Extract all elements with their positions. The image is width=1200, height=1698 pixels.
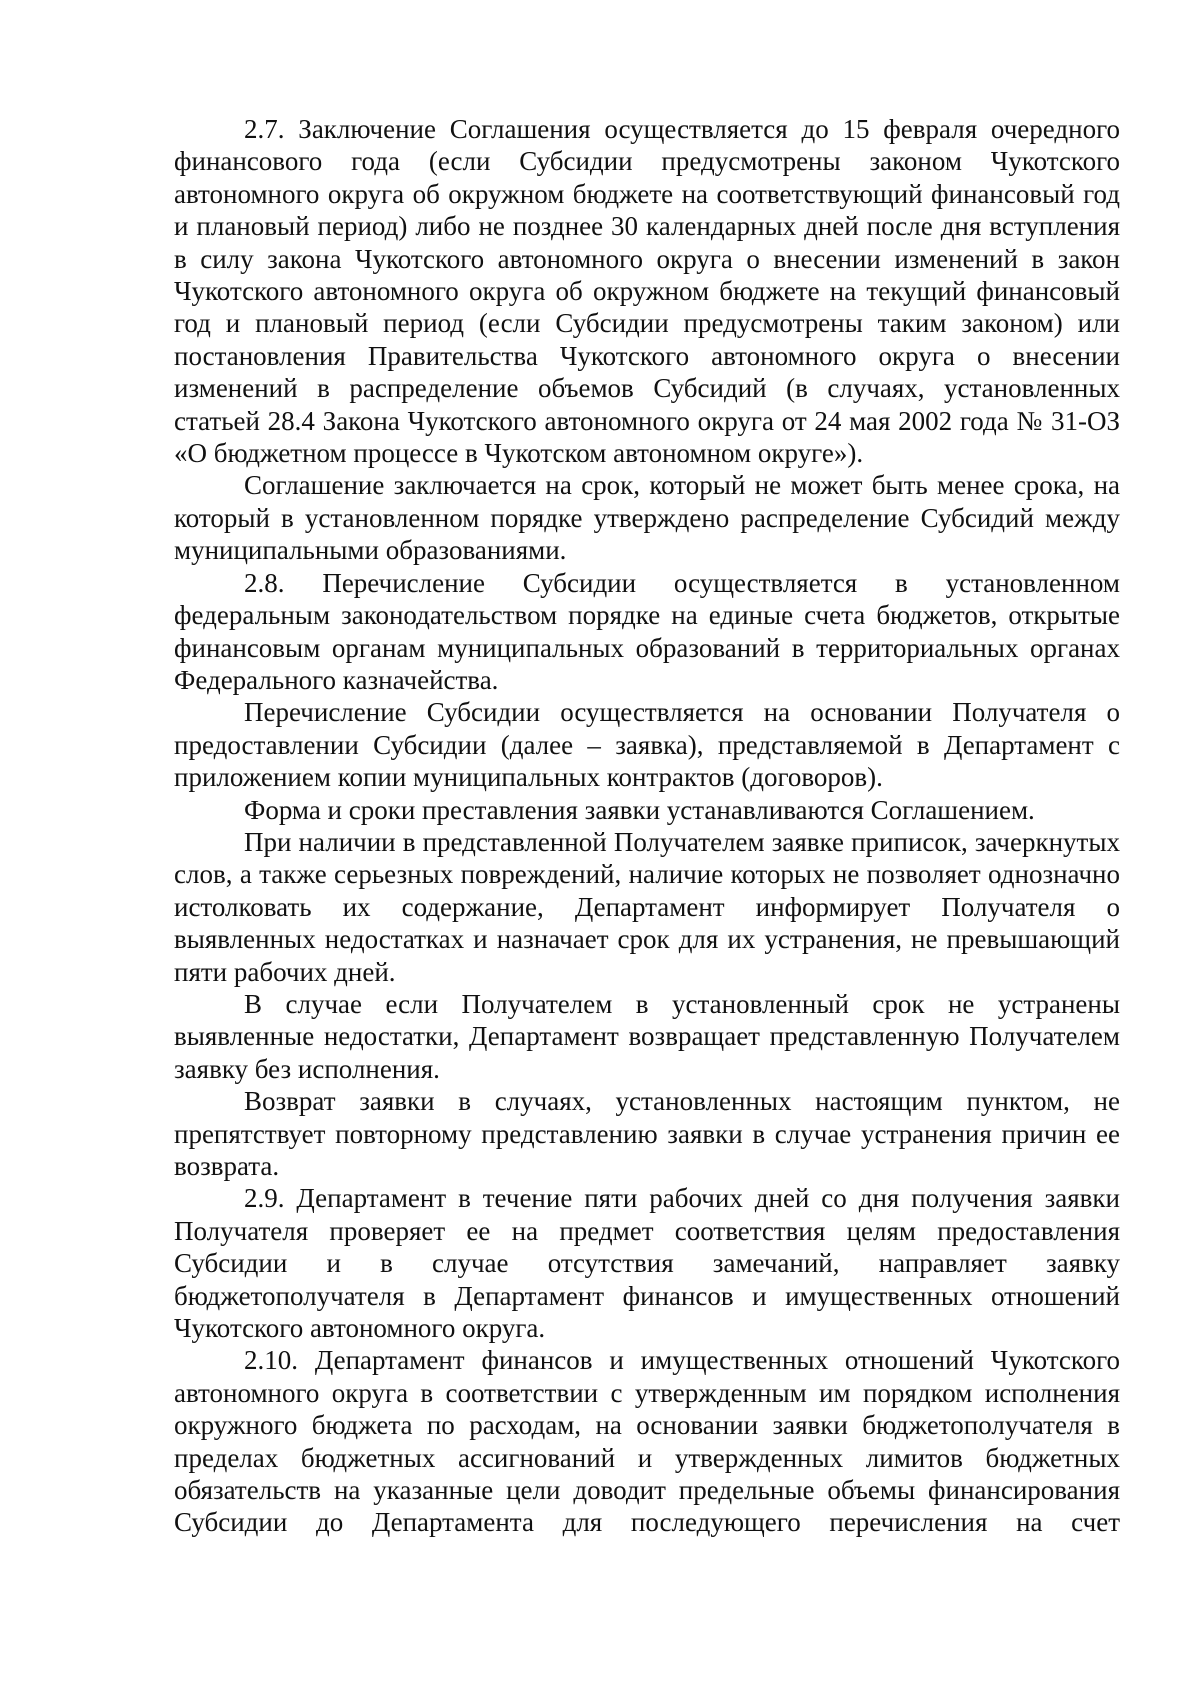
document-page (174, 113, 1120, 1539)
paragraph-2-7: 2.7. Заключение Соглашения осуществляется до 15 февраля очередного финансового года (если Субсидии предусмотрены законом Чукотского автономного округа об окружном бюджете на соответствующий финансовый год и плановый период) либо не позднее 30 календарных дней после дня вступления в силу закона Чукотского автономного округа о внесении изменений в закон Чукотского автономного округа об окружном бюджете на текущий финансовый год и плановый период (если Субсидии предусмотрены таким законом) или постановления Правительства Чукотского автономного округа о внесении изменений в распределение объемов Субсидий (в случаях, установленных статьей 28.4 Закона Чукотского автономного округа от 24 мая 2002 года № 31-ОЗ «О бюджетном процессе в Чукотском автономном округе»). (174, 114, 1120, 469)
paragraph-2-9: 2.9. Департамент в течение пяти рабочих дней со дня получения заявки Получателя проверяет ее на предмет соответствия целям предоставления Субсидии и в случае отсутствия замечаний, направляет заявку бюджетополучателя в Департамент финансов и имущественных отношений Чукотского автономного округа. (174, 1183, 1120, 1344)
paragraph-return-resubmission: Возврат заявки в случаях, установленных настоящим пунктом, не препятствует повторному представлению заявки в случае устранения причин ее возврата. (174, 1086, 1120, 1181)
paragraph-transfer-basis: Перечисление Субсидии осуществляется на основании Получателя о предоставлении Субсидии (далее – заявка), представляемой в Департамент с приложением копии муниципальных контрактов (договоров). (174, 697, 1120, 793)
paragraph-application-form: Форма и сроки преставления заявки устанавливаются Соглашением. (244, 794, 1035, 825)
paragraph-agreement-term: Соглашение заключается на срок, который не может быть менее срока, на который в установленном порядке утверждено распределение Субсидий между муниципальными образованиями. (174, 470, 1120, 566)
paragraph-2-10: 2.10. Департамент финансов и имущественных отношений Чукотского автономного округа в соответствии с утвержденным им порядком исполнения окружного бюджета по расходам, на основании заявки бюджетополучателя в пределах бюджетных ассигнований и утвержденных лимитов бюджетных обязательств на указанные цели доводит предельные объемы финансирования Субсидии до Департамента для последующего перечисления на счет (174, 1345, 1120, 1538)
paragraph-2-8: 2.8. Перечисление Субсидии осуществляется в установленном федеральным законодательством порядке на единые счета бюджетов, открытые финансовым органам муниципальных образований в территориальных органах Федерального казначейства. (174, 567, 1120, 695)
paragraph-application-defects: При наличии в представленной Получателем заявке приписок, зачеркнутых слов, а также серьезных повреждений, наличие которых не позволяет однозначно истолковать их содержание, Департамент информирует Получателя о выявленных недостатках и назначает срок для их устранения, не превышающий пяти рабочих дней. (174, 826, 1120, 987)
paragraph-application-return: В случае если Получателем в установленный срок не устранены выявленные недостатки, Департамент возвращает представленную Получателем заявку без исполнения. (174, 988, 1120, 1084)
